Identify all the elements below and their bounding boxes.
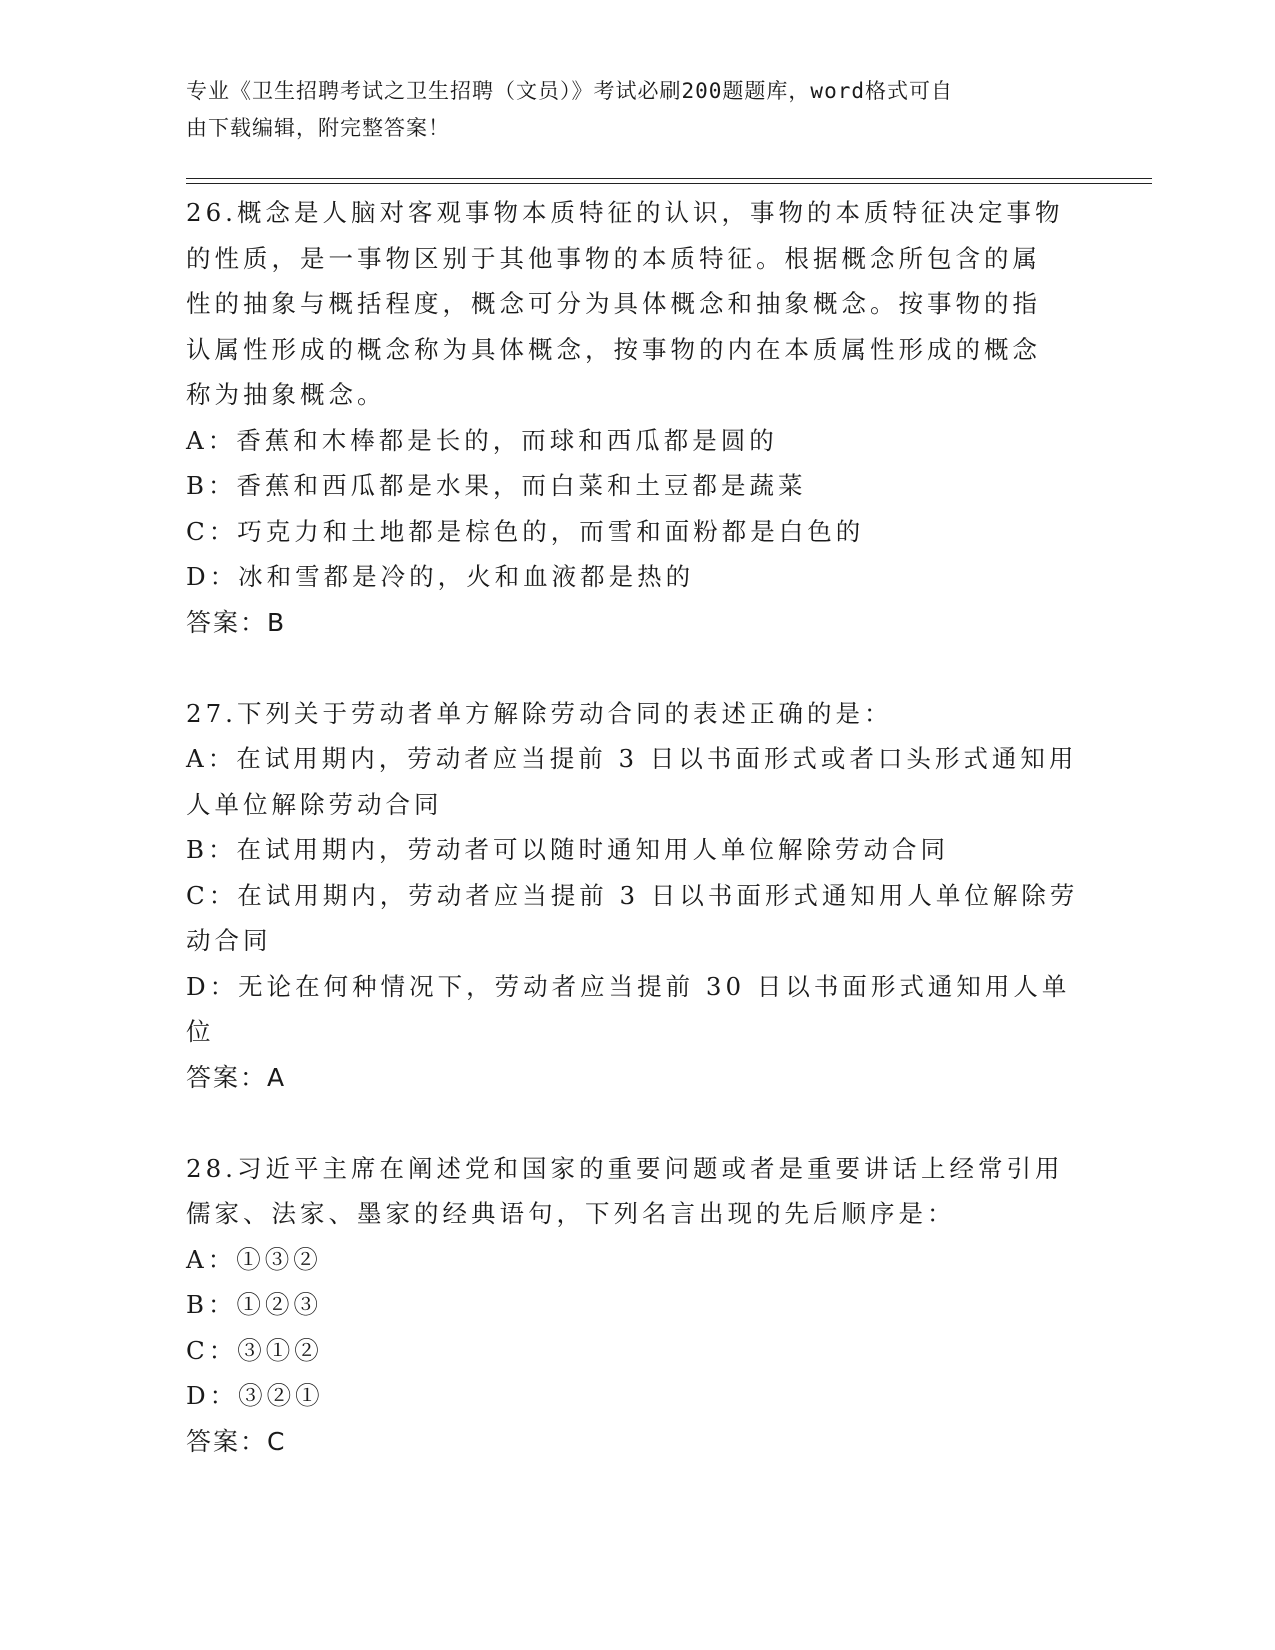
- question-26: [186, 190, 1086, 645]
- document-header: [186, 73, 1066, 147]
- answer: 答案：C: [186, 1426, 287, 1456]
- header-divider: [186, 178, 1152, 179]
- question-text-line: 认属性形成的概念称为具体概念，按事物的内在本质属性形成的概念: [186, 334, 1041, 364]
- option-c: C：③①②: [186, 1335, 323, 1365]
- question-28: [186, 1146, 1086, 1465]
- option-d: D：无论在何种情况下，劳动者应当提前 30 日以书面形式通知用人单: [186, 971, 1071, 1001]
- option-c: C：在试用期内，劳动者应当提前 3 日以书面形式通知用人单位解除劳: [186, 880, 1079, 910]
- header-divider: [186, 183, 1152, 184]
- question-text-line: 27.下列关于劳动者单方解除劳动合同的表述正确的是：: [186, 698, 893, 728]
- option-c-continued: 动合同: [186, 926, 272, 955]
- header-line: 专业《卫生招聘考试之卫生招聘（文员）》考试必刷200题题库，word格式可自: [186, 79, 953, 103]
- answer: 答案：A: [186, 1062, 287, 1092]
- question-list: [186, 190, 1086, 1464]
- question-text-line: 26.概念是人脑对客观事物本质特征的认识，事物的本质特征决定事物: [186, 198, 1064, 227]
- option-b: B：香蕉和西瓜都是水果，而白菜和土豆都是蔬菜: [186, 471, 807, 500]
- question-text-line: 28.习近平主席在阐述党和国家的重要问题或者是重要讲话上经常引用: [186, 1153, 1064, 1183]
- option-c: C：巧克力和土地都是棕色的，而雪和面粉都是白色的: [186, 516, 865, 546]
- option-d: D：③②①: [186, 1381, 324, 1410]
- option-b: B：在试用期内，劳动者可以随时通知用人单位解除劳动合同: [186, 835, 950, 864]
- option-a: A：香蕉和木棒都是长的，而球和西瓜都是圆的: [186, 425, 778, 455]
- question-27: [186, 691, 1086, 1101]
- question-text-line: 称为抽象概念。: [186, 380, 386, 409]
- option-b: B：①②③: [186, 1290, 323, 1319]
- question-text-line: 性的抽象与概括程度，概念可分为具体概念和抽象概念。按事物的指: [186, 289, 1041, 318]
- option-d-continued: 位: [186, 1017, 215, 1046]
- option-a-continued: 人单位解除劳动合同: [186, 789, 443, 819]
- header-line: 由下载编辑，附完整答案！: [186, 116, 450, 140]
- question-text-line: 的性质，是一事物区别于其他事物的本质特征。根据概念所包含的属: [186, 243, 1041, 273]
- question-text-line: 儒家、法家、墨家的经典语句，下列名言出现的先后顺序是：: [186, 1199, 956, 1228]
- answer: 答案：B: [186, 607, 287, 637]
- option-d: D：冰和雪都是冷的，火和血液都是热的: [186, 562, 695, 591]
- option-a: A：在试用期内，劳动者应当提前 3 日以书面形式或者口头形式通知用: [186, 744, 1078, 773]
- option-a: A：①③②: [186, 1244, 322, 1274]
